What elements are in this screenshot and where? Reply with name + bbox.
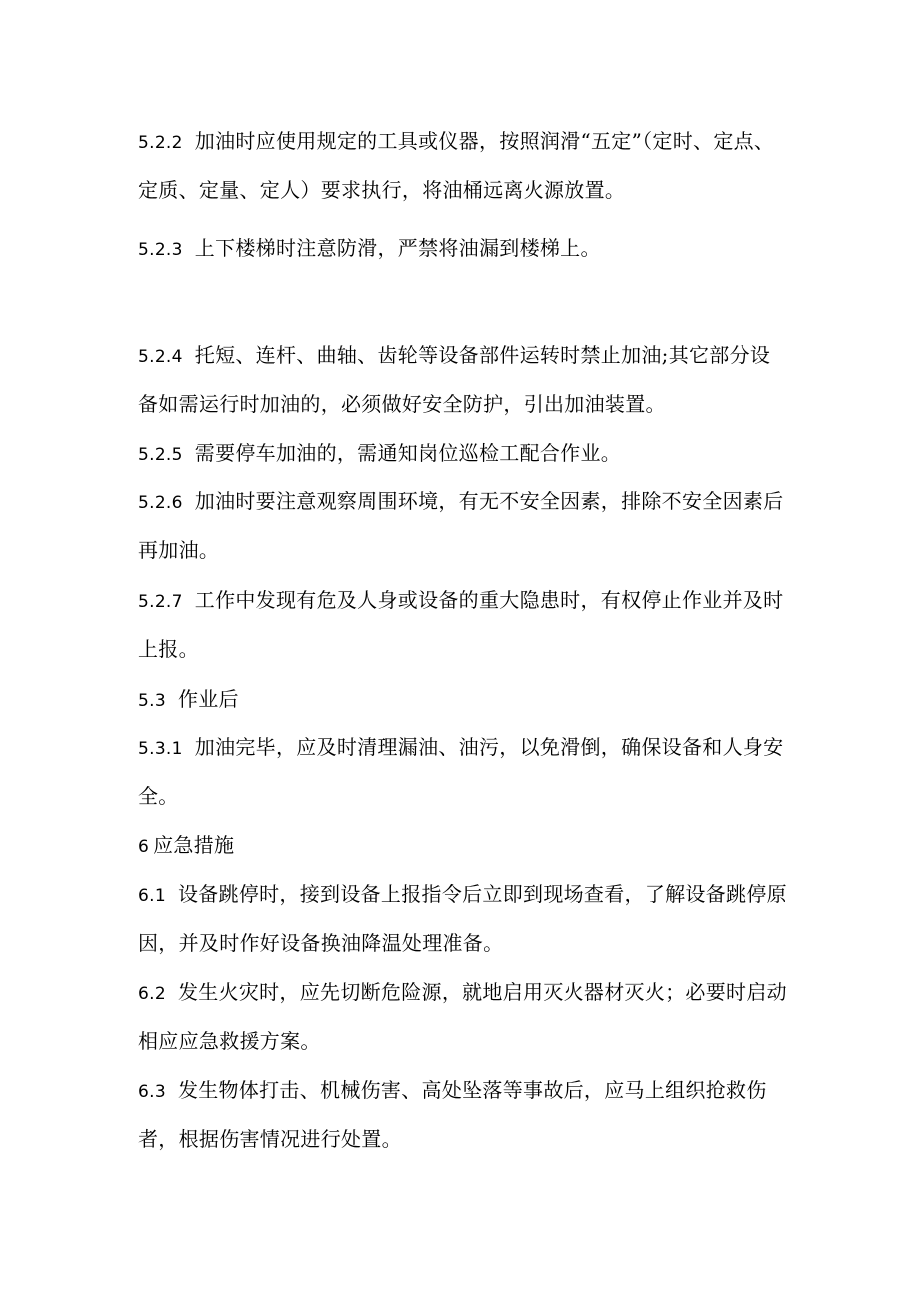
paragraph-6-3 [138,1067,788,1163]
paragraph-5-2-5 [138,430,788,479]
paragraph-text: 需要停车加油的，需通知岗位巡检工配合作业。 [194,441,622,465]
paragraph-5-2-2 [138,118,788,214]
paragraph-5-3-1 [138,724,788,820]
paragraph-6-2 [138,969,788,1065]
section-number: 6 [138,837,150,857]
section-number: 5.2.6 [138,493,183,513]
paragraph-text: 设备跳停时，接到设备上报指令后立即到现场查看，了解设备跳停原因，并及时作好设备换油降温处理准备。 [138,882,787,955]
heading-text: 应急措施 [153,833,235,857]
paragraph-text: 加油时应使用规定的工具或仪器，按照润滑“五定”（定时、定点、定质、定量、定人）要求执行，将油桶远离火源放置。 [138,129,775,202]
paragraph-5-2-7 [138,577,788,673]
section-number: 5.2.7 [138,592,183,612]
section-number: 6.3 [138,1082,166,1102]
paragraph-text: 加油时要注意观察周围环境，有无不安全因素，排除不安全因素后再加油。 [138,489,784,562]
section-number: 5.2.4 [138,347,183,367]
section-number: 5.2.2 [138,133,183,153]
paragraph-text: 上下楼梯时注意防滑，严禁将油漏到楼梯上。 [194,236,601,260]
paragraph-text: 发生物体打击、机械伤害、高处坠落等事故后，应马上组织抢救伤者，根据伤害情况进行处置。 [138,1078,767,1151]
section-number: 5.3.1 [138,739,183,759]
paragraph-5-2-6 [138,478,788,574]
section-number: 5.2.3 [138,240,183,260]
paragraph-5-2-3 [138,225,788,274]
heading-5-3 [138,676,788,725]
paragraph-6-1 [138,871,788,967]
section-number: 6.2 [138,984,166,1004]
paragraph-text: 托短、连杆、曲轴、齿轮等设备部件运转时禁止加油;其它部分设备如需运行时加油的，必须做好安全防护，引出加油装置。 [138,343,771,416]
heading-6 [138,822,788,871]
paragraph-text: 发生火灾时，应先切断危险源，就地启用灭火器材灭火；必要时启动相应应急救援方案。 [138,980,787,1053]
section-number: 5.2.5 [138,445,183,465]
paragraph-text: 工作中发现有危及人身或设备的重大隐患时，有权停止作业并及时上报。 [138,588,784,661]
section-number: 5.3 [138,691,166,711]
section-number: 6.1 [138,886,166,906]
paragraph-text: 加油完毕，应及时清理漏油、油污，以免滑倒，确保设备和人身安全。 [138,735,784,808]
heading-text: 作业后 [177,687,239,711]
paragraph-5-2-4 [138,332,788,428]
